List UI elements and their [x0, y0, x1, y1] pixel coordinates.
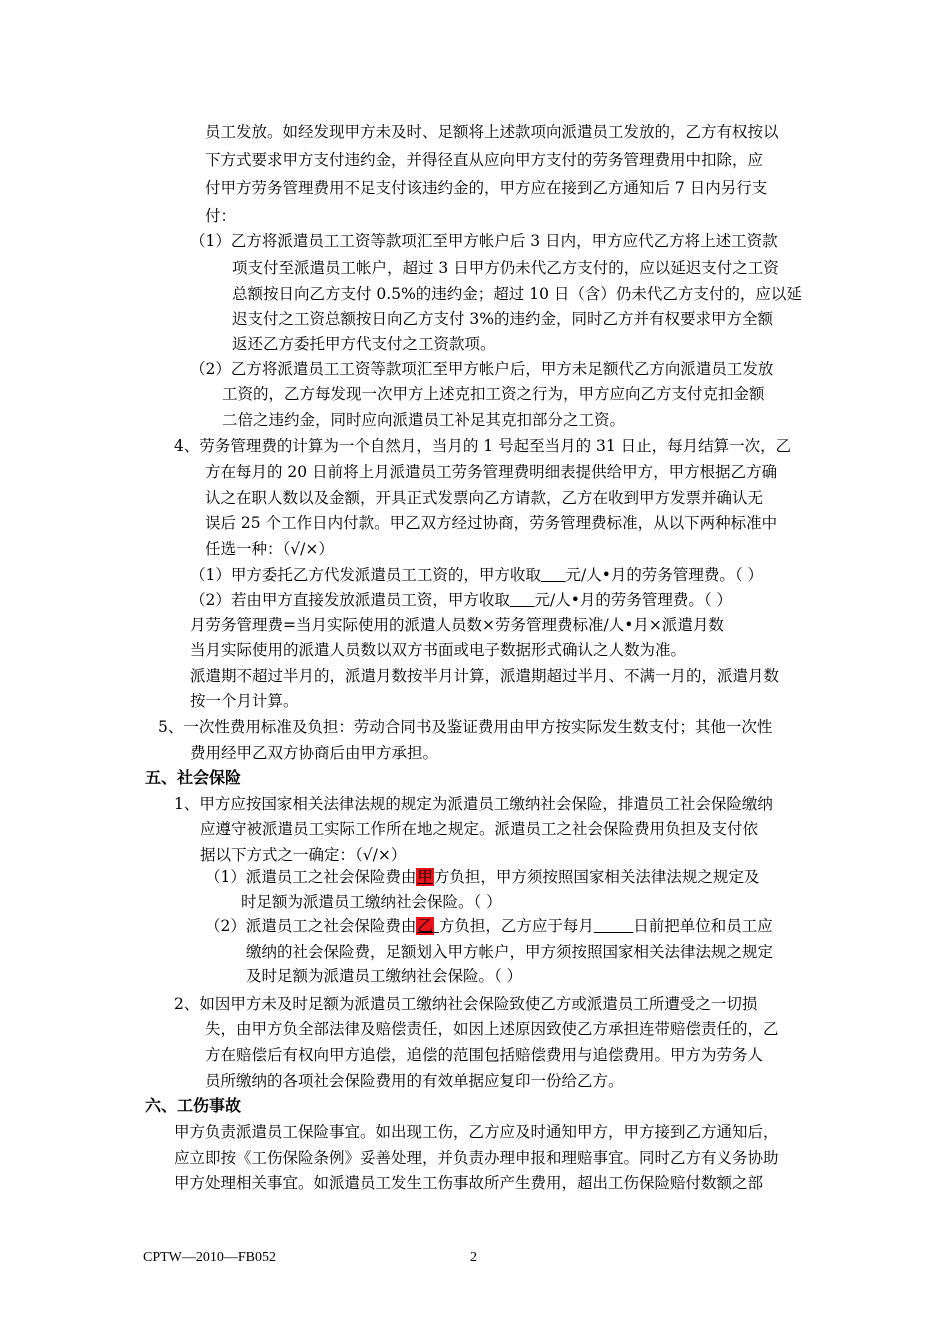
paragraph-line: 总额按日向乙方支付 0.5%的违约金；超过 10 日（含）仍未代乙方支付的，应以延 — [232, 285, 802, 303]
paragraph-line: 派遣期不超过半月的，派遣月数按半月计算，派遣期超过半月、不满一月的，派遣月数 — [190, 667, 780, 685]
page-number: 2 — [470, 1250, 477, 1265]
paragraph-line: 1、甲方应按国家相关法律法规的规定为派遣员工缴纳社会保险，排遣员工社会保险缴纳 — [174, 795, 773, 813]
fee-option-text: 元/人•月的劳务管理费。（ ） — [565, 566, 764, 584]
insurance-option-line — [205, 867, 759, 887]
insurance-option-text: 方负担，乙方应于每月 — [438, 917, 594, 935]
paragraph-line: 返还乙方委托甲方代支付之工资款项。 — [232, 335, 496, 353]
paragraph-line: 工资的，乙方每发现一次甲方上述克扣工资之行为，甲方应向乙方支付克扣金额 — [222, 385, 765, 403]
paragraph-line: 员所缴纳的各项社会保险费用的有效单据应复印一份给乙方。 — [205, 1072, 624, 1090]
paragraph-line: 按一个月计算。 — [190, 692, 299, 710]
insurance-option-line — [205, 916, 773, 936]
paragraph-line: 下方式要求甲方支付违约金，并得径直从应向甲方支付的劳务管理费用中扣除，应 — [205, 151, 764, 169]
fee-option-text: （2）若由甲方直接发放派遣员工资，甲方收取 — [190, 591, 510, 609]
date-blank[interactable] — [594, 917, 633, 935]
insurance-option-text: 日前把单位和员工应 — [633, 917, 773, 935]
paragraph-line: 缴纳的社会保险费，足额划入甲方帐户，甲方须按照国家相关法律法规之规定 — [246, 943, 774, 961]
paragraph-line: 甲方处理相关事宜。如派遣员工发生工伤事故所产生费用，超出工伤保险赔付数额之部 — [174, 1174, 764, 1192]
fee-amount-blank[interactable] — [541, 566, 566, 584]
paragraph-line: 5、一次性费用标准及负担：劳动合同书及鉴证费用由甲方按实际发生数支付；其他一次性 — [158, 718, 773, 736]
insurance-option-text: 方负担，甲方须按照国家相关法律法规之规定及 — [433, 868, 760, 886]
paragraph-line: 据以下方式之一确定：（√/×） — [200, 846, 407, 864]
paragraph-line: 当月实际使用的派遣人员数以双方书面或电子数据形式确认之人数为准。 — [190, 641, 687, 659]
paragraph-line: 付甲方劳务管理费用不足支付该违约金的，甲方应在接到乙方通知后 7 日内另行支 — [205, 179, 768, 197]
paragraph-line: 认之在职人数以及金额，开具正式发票向乙方请款，乙方在收到甲方发票并确认无 — [205, 489, 764, 507]
paragraph-line: 项支付至派遣员工帐户，超过 3 日甲方仍未代乙方支付的，应以延迟支付之工资 — [232, 259, 779, 277]
paragraph-line: 付： — [205, 207, 237, 225]
document-code: CPTW—2010—FB052 — [143, 1250, 277, 1265]
paragraph-line: 二倍之违约金，同时应向派遣员工补足其克扣部分之工资。 — [222, 411, 626, 429]
paragraph-line: 误后 25 个工作日内付款。甲乙双方经过协商，劳务管理费标准，从以下两种标准中 — [205, 514, 778, 532]
fee-option-text: 元/人•月的劳务管理费。（ ） — [534, 591, 733, 609]
fee-option-line — [190, 565, 763, 585]
fee-option-text: （1）甲方委托乙方代发派遣员工工资的，甲方收取 — [190, 566, 541, 584]
paragraph-line: 甲方负责派遣员工保险事宜。如出现工伤，乙方应及时通知甲方，甲方接到乙方通知后， — [174, 1123, 779, 1141]
section-heading-social-insurance: 五、社会保险 — [145, 768, 242, 787]
paragraph-line: （2）乙方将派遣员工工资等款项汇至甲方帐户后，甲方未足额代乙方向派遣员工发放 — [190, 360, 774, 378]
paragraph-line: （1）乙方将派遣员工工资等款项汇至甲方帐户后 3 日内，甲方应代乙方将上述工资款 — [190, 232, 778, 250]
paragraph-line: 失，由甲方负全部法律及赔偿责任，如因上述原因致使乙方承担连带赔偿责任的，乙 — [205, 1020, 779, 1038]
paragraph-line: 方在赔偿后有权向甲方追偿，追偿的范围包括赔偿费用与追偿费用。甲方为劳务人 — [205, 1046, 764, 1064]
paragraph-line: 迟支付之工资总额按日向乙方支付 3%的违约金，同时乙方并有权要求甲方全额 — [232, 310, 774, 328]
fee-amount-blank[interactable] — [510, 591, 535, 609]
paragraph-line: 月劳务管理费=当月实际使用的派遣人员数×劳务管理费标准/人•月×派遣月数 — [190, 616, 724, 634]
paragraph-line: 任选一种：（√/×） — [205, 540, 334, 558]
paragraph-line: 4、劳务管理费的计算为一个自然月，当月的 1 号起至当月的 31 日止，每月结算一次，乙 — [174, 437, 792, 455]
payer-highlight[interactable]: 乙 — [417, 917, 433, 935]
paragraph-line: 应立即按《工伤保险条例》妥善处理，并负责办理申报和理赔事宜。同时乙方有义务协助 — [174, 1149, 779, 1167]
insurance-option-text: （2）派遣员工之社会保险费由 — [205, 917, 417, 935]
section-heading-work-injury: 六、工伤事故 — [145, 1096, 242, 1115]
paragraph-line: 员工发放。如经发现甲方未及时、足额将上述款项向派遣员工发放的，乙方有权按以 — [205, 123, 779, 141]
insurance-option-text: （1）派遣员工之社会保险费由 — [205, 868, 417, 886]
paragraph-line: 应遵守被派遣员工实际工作所在地之规定。派遣员工之社会保险费用负担及支付依 — [200, 820, 759, 838]
paragraph-line: 方在每月的 20 日前将上月派遣员工劳务管理费明细表提供给甲方，甲方根据乙方确 — [205, 463, 778, 481]
paragraph-line: 及时足额为派遣员工缴纳社会保险。（ ） — [246, 967, 523, 985]
payer-highlight[interactable]: 甲 — [417, 868, 433, 886]
paragraph-line: 费用经甲乙双方协商后由甲方承担。 — [190, 744, 439, 762]
paragraph-line: 时足额为派遣员工缴纳社会保险。（ ） — [241, 893, 502, 911]
paragraph-line: 2、如因甲方未及时足额为派遣员工缴纳社会保险致使乙方或派遣员工所遭受之一切损 — [174, 995, 758, 1013]
fee-option-line — [190, 590, 732, 610]
